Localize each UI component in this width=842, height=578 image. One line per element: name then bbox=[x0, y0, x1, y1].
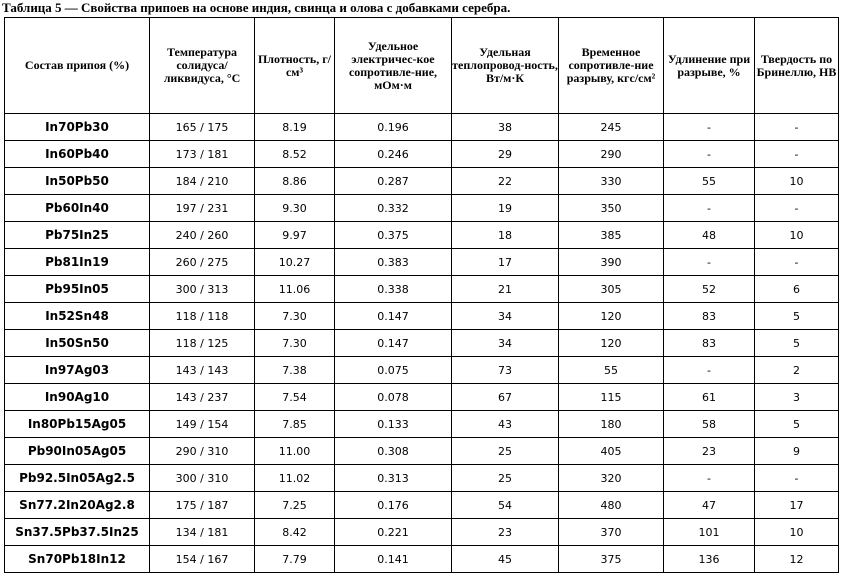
table-row bbox=[5, 141, 839, 168]
cell-solidus-liquidus: 240 / 260 bbox=[150, 222, 255, 249]
cell-thermal-conductivity: 34 bbox=[452, 330, 559, 357]
cell-elongation: 23 bbox=[664, 438, 755, 465]
table-row bbox=[5, 249, 839, 276]
cell-density: 7.38 bbox=[255, 357, 335, 384]
cell-composition: Sn37.5Pb37.5In25 bbox=[5, 519, 150, 546]
cell-solidus-liquidus: 143 / 237 bbox=[150, 384, 255, 411]
cell-composition: In80Pb15Ag05 bbox=[5, 411, 150, 438]
header-density: Плотность, г/см³ bbox=[255, 18, 335, 114]
cell-composition: Pb90In05Ag05 bbox=[5, 438, 150, 465]
cell-density: 9.30 bbox=[255, 195, 335, 222]
cell-brinell-hardness: - bbox=[755, 141, 839, 168]
cell-composition: Pb95In05 bbox=[5, 276, 150, 303]
cell-resistivity: 0.141 bbox=[335, 546, 452, 573]
cell-brinell-hardness: 10 bbox=[755, 519, 839, 546]
cell-density: 7.85 bbox=[255, 411, 335, 438]
cell-density: 7.79 bbox=[255, 546, 335, 573]
header-composition: Состав припоя (%) bbox=[5, 18, 150, 114]
cell-solidus-liquidus: 134 / 181 bbox=[150, 519, 255, 546]
cell-thermal-conductivity: 19 bbox=[452, 195, 559, 222]
table-row bbox=[5, 546, 839, 573]
cell-composition: In50Sn50 bbox=[5, 330, 150, 357]
cell-solidus-liquidus: 165 / 175 bbox=[150, 114, 255, 141]
cell-brinell-hardness: - bbox=[755, 114, 839, 141]
solder-properties-table bbox=[4, 17, 839, 573]
cell-thermal-conductivity: 43 bbox=[452, 411, 559, 438]
cell-density: 8.86 bbox=[255, 168, 335, 195]
cell-composition: Pb92.5In05Ag2.5 bbox=[5, 465, 150, 492]
cell-thermal-conductivity: 29 bbox=[452, 141, 559, 168]
cell-thermal-conductivity: 54 bbox=[452, 492, 559, 519]
cell-density: 7.25 bbox=[255, 492, 335, 519]
cell-elongation: 83 bbox=[664, 330, 755, 357]
cell-elongation: 48 bbox=[664, 222, 755, 249]
cell-tensile-strength: 390 bbox=[559, 249, 664, 276]
cell-tensile-strength: 115 bbox=[559, 384, 664, 411]
cell-elongation: - bbox=[664, 465, 755, 492]
cell-solidus-liquidus: 184 / 210 bbox=[150, 168, 255, 195]
cell-density: 7.54 bbox=[255, 384, 335, 411]
cell-composition: In50Pb50 bbox=[5, 168, 150, 195]
table-row bbox=[5, 114, 839, 141]
cell-tensile-strength: 120 bbox=[559, 330, 664, 357]
cell-elongation: - bbox=[664, 195, 755, 222]
cell-elongation: - bbox=[664, 141, 755, 168]
cell-tensile-strength: 320 bbox=[559, 465, 664, 492]
table-row bbox=[5, 384, 839, 411]
cell-elongation: - bbox=[664, 249, 755, 276]
cell-thermal-conductivity: 67 bbox=[452, 384, 559, 411]
cell-density: 10.27 bbox=[255, 249, 335, 276]
table-row bbox=[5, 465, 839, 492]
table-row bbox=[5, 492, 839, 519]
cell-brinell-hardness: 3 bbox=[755, 384, 839, 411]
cell-brinell-hardness: 2 bbox=[755, 357, 839, 384]
table-row bbox=[5, 357, 839, 384]
cell-resistivity: 0.375 bbox=[335, 222, 452, 249]
cell-tensile-strength: 480 bbox=[559, 492, 664, 519]
cell-composition: Pb60In40 bbox=[5, 195, 150, 222]
cell-resistivity: 0.176 bbox=[335, 492, 452, 519]
cell-resistivity: 0.287 bbox=[335, 168, 452, 195]
cell-density: 8.42 bbox=[255, 519, 335, 546]
cell-solidus-liquidus: 290 / 310 bbox=[150, 438, 255, 465]
cell-composition: In90Ag10 bbox=[5, 384, 150, 411]
table-row bbox=[5, 519, 839, 546]
cell-thermal-conductivity: 22 bbox=[452, 168, 559, 195]
cell-composition: Sn77.2In20Ag2.8 bbox=[5, 492, 150, 519]
cell-tensile-strength: 180 bbox=[559, 411, 664, 438]
cell-tensile-strength: 350 bbox=[559, 195, 664, 222]
cell-resistivity: 0.147 bbox=[335, 303, 452, 330]
cell-solidus-liquidus: 149 / 154 bbox=[150, 411, 255, 438]
cell-elongation: 52 bbox=[664, 276, 755, 303]
cell-resistivity: 0.246 bbox=[335, 141, 452, 168]
cell-elongation: - bbox=[664, 357, 755, 384]
cell-brinell-hardness: 10 bbox=[755, 222, 839, 249]
cell-thermal-conductivity: 73 bbox=[452, 357, 559, 384]
cell-elongation: 101 bbox=[664, 519, 755, 546]
cell-solidus-liquidus: 143 / 143 bbox=[150, 357, 255, 384]
table-row bbox=[5, 330, 839, 357]
cell-brinell-hardness: 10 bbox=[755, 168, 839, 195]
cell-solidus-liquidus: 118 / 118 bbox=[150, 303, 255, 330]
cell-tensile-strength: 405 bbox=[559, 438, 664, 465]
cell-thermal-conductivity: 23 bbox=[452, 519, 559, 546]
cell-composition: In70Pb30 bbox=[5, 114, 150, 141]
cell-composition: In97Ag03 bbox=[5, 357, 150, 384]
cell-tensile-strength: 330 bbox=[559, 168, 664, 195]
cell-density: 11.06 bbox=[255, 276, 335, 303]
cell-composition: In52Sn48 bbox=[5, 303, 150, 330]
cell-density: 11.00 bbox=[255, 438, 335, 465]
cell-density: 9.97 bbox=[255, 222, 335, 249]
cell-brinell-hardness: 17 bbox=[755, 492, 839, 519]
cell-brinell-hardness: 6 bbox=[755, 276, 839, 303]
cell-resistivity: 0.221 bbox=[335, 519, 452, 546]
cell-density: 7.30 bbox=[255, 303, 335, 330]
cell-resistivity: 0.147 bbox=[335, 330, 452, 357]
table-row bbox=[5, 168, 839, 195]
cell-tensile-strength: 305 bbox=[559, 276, 664, 303]
cell-tensile-strength: 385 bbox=[559, 222, 664, 249]
cell-elongation: 61 bbox=[664, 384, 755, 411]
cell-solidus-liquidus: 154 / 167 bbox=[150, 546, 255, 573]
cell-composition: In60Pb40 bbox=[5, 141, 150, 168]
cell-brinell-hardness: 9 bbox=[755, 438, 839, 465]
table-caption: Таблица 5 — Свойства припоев на основе индия, свинца и олова с добавками серебра. bbox=[2, 0, 511, 15]
header-row bbox=[5, 18, 839, 114]
cell-thermal-conductivity: 18 bbox=[452, 222, 559, 249]
cell-resistivity: 0.078 bbox=[335, 384, 452, 411]
cell-resistivity: 0.133 bbox=[335, 411, 452, 438]
cell-elongation: 55 bbox=[664, 168, 755, 195]
header-elongation: Удлинение при разрыве, % bbox=[664, 18, 755, 114]
cell-thermal-conductivity: 45 bbox=[452, 546, 559, 573]
cell-tensile-strength: 245 bbox=[559, 114, 664, 141]
cell-resistivity: 0.338 bbox=[335, 276, 452, 303]
cell-elongation: - bbox=[664, 114, 755, 141]
cell-tensile-strength: 370 bbox=[559, 519, 664, 546]
cell-thermal-conductivity: 25 bbox=[452, 465, 559, 492]
cell-resistivity: 0.383 bbox=[335, 249, 452, 276]
cell-solidus-liquidus: 260 / 275 bbox=[150, 249, 255, 276]
cell-density: 7.30 bbox=[255, 330, 335, 357]
cell-thermal-conductivity: 17 bbox=[452, 249, 559, 276]
table-row bbox=[5, 276, 839, 303]
cell-brinell-hardness: 5 bbox=[755, 411, 839, 438]
cell-elongation: 47 bbox=[664, 492, 755, 519]
header-resistivity: Удельное электричес-кое сопротивле-ние, мОм·м bbox=[335, 18, 452, 114]
cell-solidus-liquidus: 300 / 310 bbox=[150, 465, 255, 492]
table-row bbox=[5, 222, 839, 249]
cell-tensile-strength: 375 bbox=[559, 546, 664, 573]
cell-solidus-liquidus: 173 / 181 bbox=[150, 141, 255, 168]
cell-brinell-hardness: 5 bbox=[755, 303, 839, 330]
cell-density: 8.52 bbox=[255, 141, 335, 168]
cell-composition: Sn70Pb18In12 bbox=[5, 546, 150, 573]
cell-composition: Pb75In25 bbox=[5, 222, 150, 249]
cell-solidus-liquidus: 197 / 231 bbox=[150, 195, 255, 222]
cell-resistivity: 0.196 bbox=[335, 114, 452, 141]
table-row bbox=[5, 411, 839, 438]
table-row bbox=[5, 438, 839, 465]
cell-brinell-hardness: - bbox=[755, 249, 839, 276]
header-thermal-conductivity: Удельная теплопровод-ность, Вт/м·К bbox=[452, 18, 559, 114]
cell-thermal-conductivity: 38 bbox=[452, 114, 559, 141]
cell-brinell-hardness: - bbox=[755, 465, 839, 492]
cell-elongation: 136 bbox=[664, 546, 755, 573]
cell-thermal-conductivity: 25 bbox=[452, 438, 559, 465]
cell-solidus-liquidus: 300 / 313 bbox=[150, 276, 255, 303]
cell-brinell-hardness: 12 bbox=[755, 546, 839, 573]
cell-thermal-conductivity: 21 bbox=[452, 276, 559, 303]
cell-solidus-liquidus: 175 / 187 bbox=[150, 492, 255, 519]
cell-resistivity: 0.075 bbox=[335, 357, 452, 384]
cell-brinell-hardness: - bbox=[755, 195, 839, 222]
cell-resistivity: 0.308 bbox=[335, 438, 452, 465]
cell-solidus-liquidus: 118 / 125 bbox=[150, 330, 255, 357]
cell-elongation: 58 bbox=[664, 411, 755, 438]
cell-density: 11.02 bbox=[255, 465, 335, 492]
cell-brinell-hardness: 5 bbox=[755, 330, 839, 357]
header-tensile-strength: Временное сопротивле-ние разрыву, кгс/см² bbox=[559, 18, 664, 114]
cell-composition: Pb81In19 bbox=[5, 249, 150, 276]
cell-tensile-strength: 120 bbox=[559, 303, 664, 330]
cell-tensile-strength: 290 bbox=[559, 141, 664, 168]
header-brinell-hardness: Твердость по Бринеллю, НВ bbox=[755, 18, 839, 114]
cell-resistivity: 0.332 bbox=[335, 195, 452, 222]
table-row bbox=[5, 195, 839, 222]
table-row bbox=[5, 303, 839, 330]
header-solidus-liquidus: Температура солидуса/ ликвидуса, °С bbox=[150, 18, 255, 114]
cell-resistivity: 0.313 bbox=[335, 465, 452, 492]
cell-tensile-strength: 55 bbox=[559, 357, 664, 384]
cell-density: 8.19 bbox=[255, 114, 335, 141]
cell-elongation: 83 bbox=[664, 303, 755, 330]
cell-thermal-conductivity: 34 bbox=[452, 303, 559, 330]
